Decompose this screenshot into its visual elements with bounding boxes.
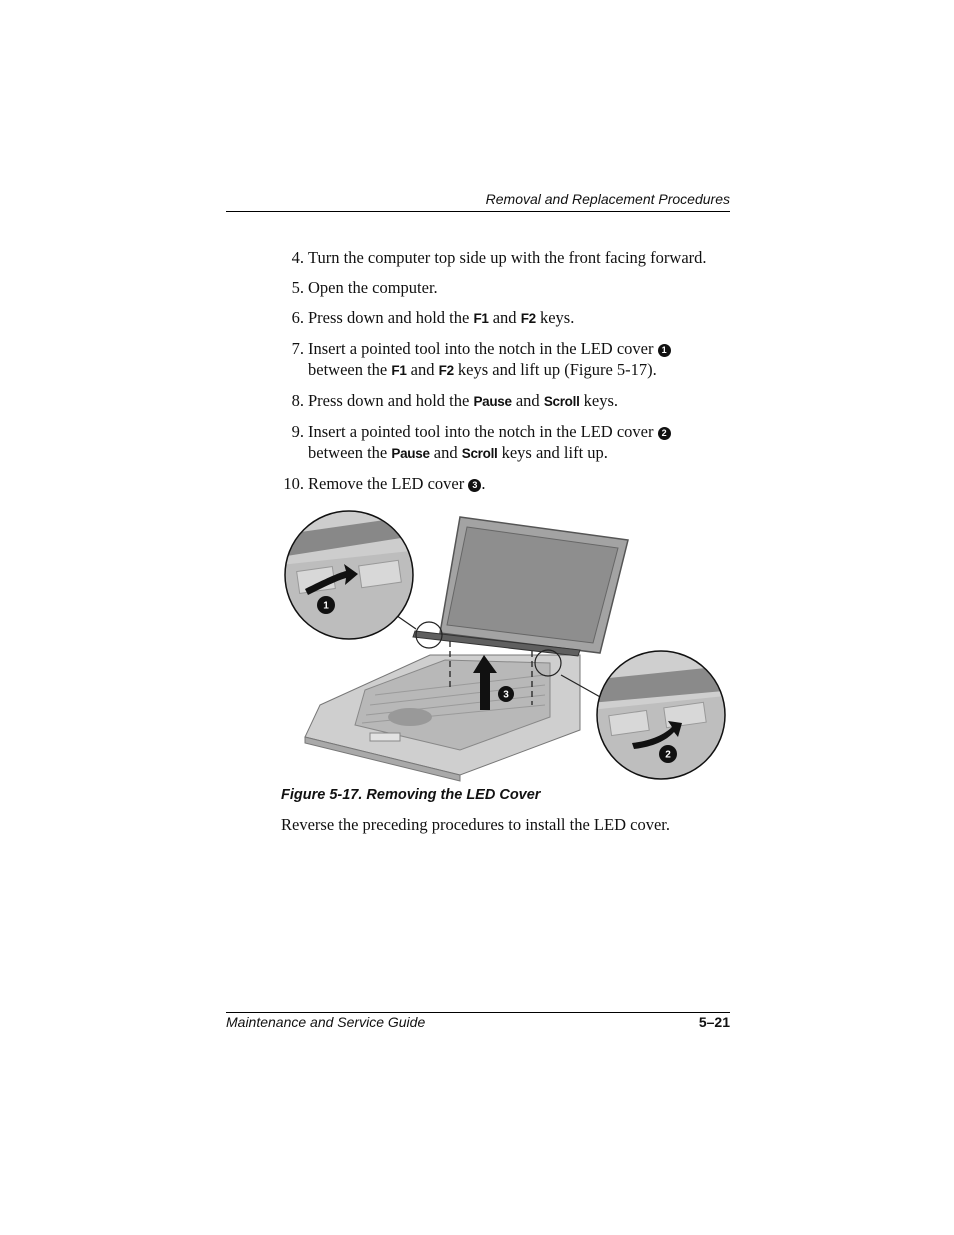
header-rule xyxy=(226,211,730,212)
step-text: between the xyxy=(308,360,392,379)
step-text: and xyxy=(488,308,521,327)
key-f1: F1 xyxy=(391,363,407,378)
touchpad xyxy=(388,708,432,726)
detail-view-f1-f2 xyxy=(280,505,420,645)
closing-paragraph: Reverse the preceding procedures to install the LED cover. xyxy=(281,815,670,834)
running-header: Removal and Replacement Procedures xyxy=(485,191,730,207)
step-number: 10. xyxy=(283,474,304,493)
step-text: keys and lift up (Figure 5-17). xyxy=(453,360,657,379)
page-number: 5–21 xyxy=(698,1014,730,1030)
step-4 xyxy=(280,247,740,268)
step-number: 4. xyxy=(291,248,304,267)
step-text: Turn the computer top side up with the front facing forward. xyxy=(308,248,707,267)
figure-led-cover-removal xyxy=(280,505,730,785)
step-8 xyxy=(280,390,740,412)
step-number: 9. xyxy=(291,422,304,441)
step-number: 8. xyxy=(291,391,304,410)
step-text: Remove the LED cover xyxy=(308,474,469,493)
callout-2-label: 2 xyxy=(665,749,671,761)
step-number: 5. xyxy=(291,278,304,297)
step-number: 6. xyxy=(291,308,304,327)
key-pause: Pause xyxy=(391,446,430,461)
key-scroll: Scroll xyxy=(543,394,580,409)
key-f1: F1 xyxy=(473,311,489,326)
step-5 xyxy=(280,277,740,298)
procedure-steps xyxy=(280,247,740,503)
callout-2: 2 xyxy=(658,427,671,440)
laptop-illustration xyxy=(280,505,730,785)
step-text: keys. xyxy=(535,308,575,327)
step-text: Insert a pointed tool into the notch in the LED cover xyxy=(308,339,658,358)
step-10 xyxy=(280,473,740,494)
step-text: and xyxy=(429,443,462,462)
callout-3: 3 xyxy=(468,479,481,492)
figure-caption: Figure 5-17. Removing the LED Cover xyxy=(281,787,541,803)
step-text: between the xyxy=(308,443,392,462)
screen-display xyxy=(447,527,618,643)
step-6 xyxy=(280,307,740,329)
callout-1: 1 xyxy=(658,344,671,357)
step-9 xyxy=(280,421,740,464)
step-text: and xyxy=(406,360,439,379)
step-text: keys. xyxy=(579,391,619,410)
step-7 xyxy=(280,338,740,381)
detail-view-pause-scroll xyxy=(590,645,730,785)
key-pause: Pause xyxy=(473,394,512,409)
step-text: Insert a pointed tool into the notch in the LED cover xyxy=(308,422,658,441)
step-text: Press down and hold the xyxy=(308,391,474,410)
key-f2: F2 xyxy=(438,363,454,378)
footer-rule xyxy=(226,1012,730,1013)
step-text: keys and lift up. xyxy=(497,443,608,462)
footer-title: Maintenance and Service Guide xyxy=(226,1014,426,1030)
step-text: Open the computer. xyxy=(308,278,438,297)
callout-1-label: 1 xyxy=(323,600,329,612)
key-f2: F2 xyxy=(520,311,536,326)
step-text: Press down and hold the xyxy=(308,308,474,327)
step-text: and xyxy=(511,391,544,410)
callout-3-label: 3 xyxy=(503,689,509,701)
key-scroll: Scroll xyxy=(461,446,498,461)
front-latch xyxy=(370,733,400,741)
step-text: . xyxy=(481,474,486,493)
step-number: 7. xyxy=(291,339,304,358)
